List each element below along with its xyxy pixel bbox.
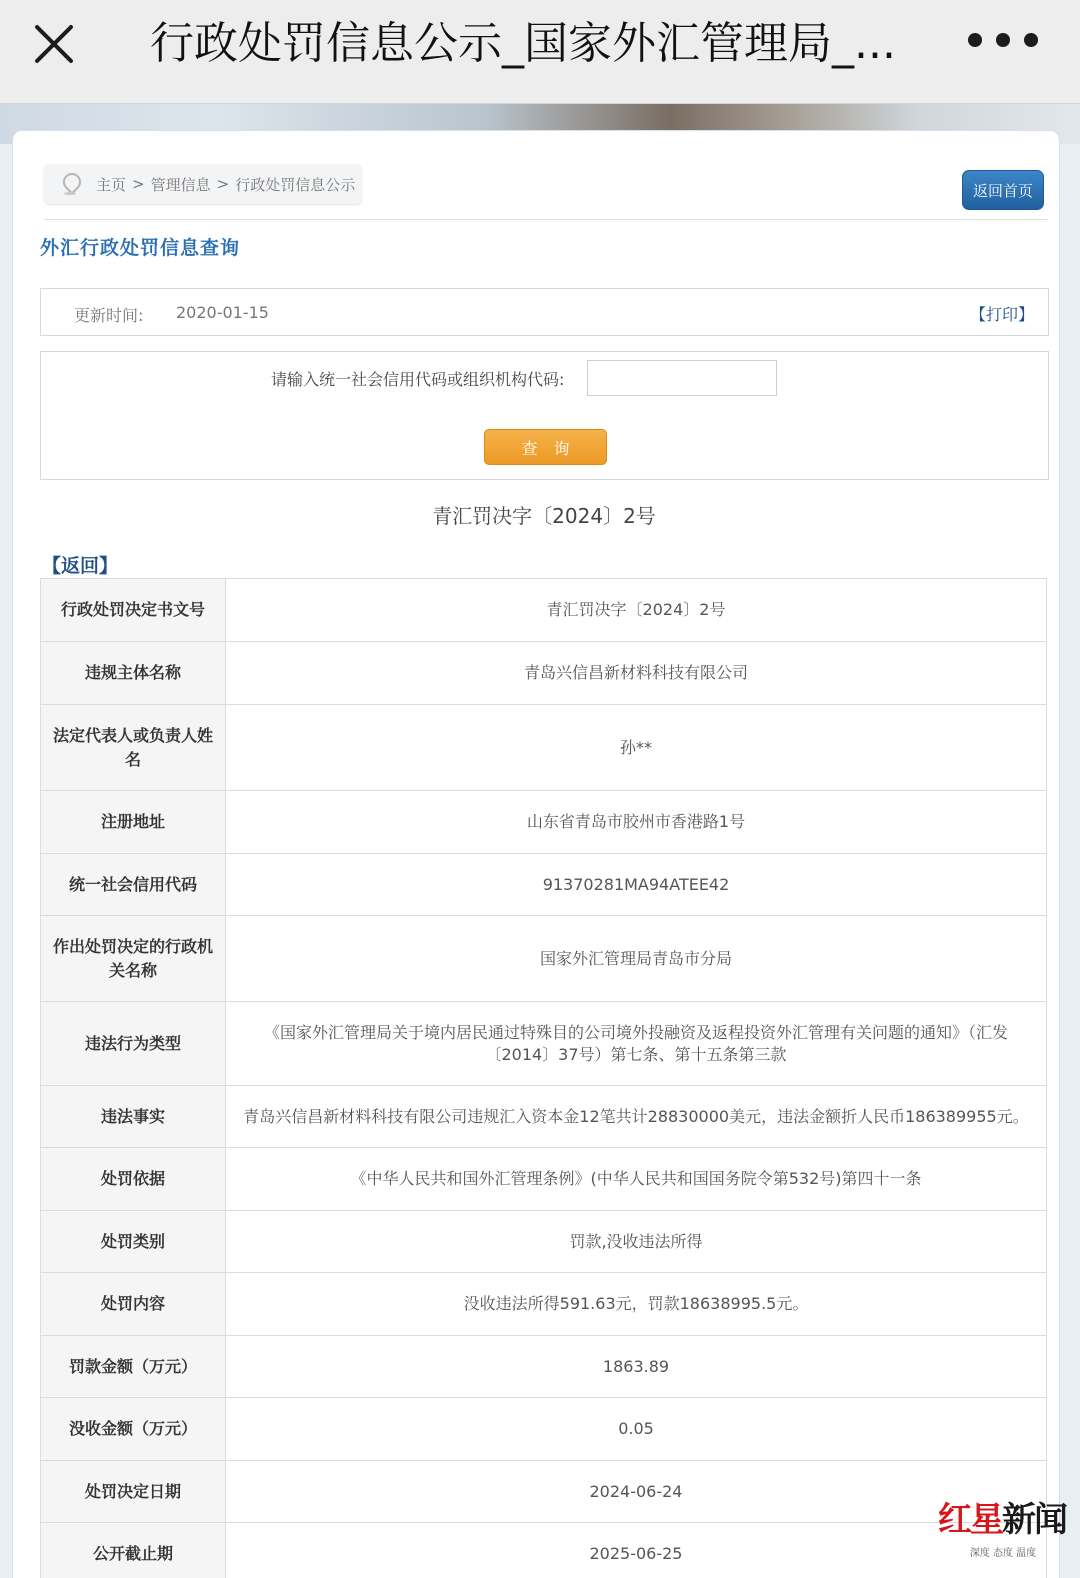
row-value: 青岛兴信昌新材料科技有限公司 [226,642,1047,705]
row-key: 处罚决定日期 [41,1461,226,1523]
table-row [41,916,1047,1002]
row-value: 2025-06-25 [226,1523,1047,1578]
row-key: 法定代表人或负责人姓名 [41,705,226,791]
news-watermark-logo [938,1500,1068,1570]
update-time-value: 2020-01-15 [176,303,269,322]
breadcrumb-separator: > [216,175,230,193]
breadcrumb-home[interactable]: 主页 [96,175,127,194]
row-value: 国家外汇管理局青岛市分局 [226,916,1047,1002]
back-link[interactable]: 【返回】 [42,555,119,577]
table-row [41,1523,1047,1578]
page-title: 行政处罚信息公示_国家外汇管理局_... [150,18,896,69]
row-key: 处罚依据 [41,1148,226,1211]
table-row [41,1461,1047,1523]
update-time-label: 更新时间: [74,306,144,325]
query-button[interactable]: 查询 [484,429,607,465]
row-key: 处罚内容 [41,1273,226,1336]
row-key: 违法行为类型 [41,1002,226,1086]
update-bar [40,288,1049,336]
row-value: 青岛兴信昌新材料科技有限公司违规汇入资本金12笔共计28830000美元，违法金额折人民币186389955元。 [226,1086,1047,1148]
app-top-bar [0,0,1080,104]
section-title: 外汇行政处罚信息查询 [40,237,241,259]
return-home-button[interactable]: 返回首页 [962,170,1044,210]
divider [44,219,1048,220]
print-link[interactable]: 【打印】 [969,305,1034,324]
search-panel [40,351,1049,480]
row-key: 行政处罚决定书文号 [41,579,226,642]
table-row [41,791,1047,854]
credit-code-label: 请输入统一社会信用代码或组织机构代码: [271,370,565,389]
row-key: 注册地址 [41,791,226,854]
row-key: 处罚类别 [41,1211,226,1273]
row-value: 没收违法所得591.63元，罚款18638995.5元。 [226,1273,1047,1336]
row-value: 山东省青岛市胶州市香港路1号 [226,791,1047,854]
more-options-icon[interactable] [968,28,1038,52]
row-value: 1863.89 [226,1336,1047,1398]
row-value: 青汇罚决字〔2024〕2号 [226,579,1047,642]
table-row [41,1148,1047,1211]
watermark-brand-dark: 新闻 [1002,1500,1066,1540]
row-key: 公开截止期 [41,1523,226,1578]
decision-document-number: 青汇罚决字〔2024〕2号 [432,504,656,528]
watermark-tagline: 深度 态度 温度 [969,1548,1037,1559]
breadcrumb-separator: > [132,175,145,193]
penalty-info-table [40,578,1047,1578]
breadcrumb-management-info[interactable]: 管理信息 [150,175,211,194]
row-key: 没收金额（万元） [41,1398,226,1461]
row-key: 违法事实 [41,1086,226,1148]
row-key: 罚款金额（万元） [41,1336,226,1398]
table-row [41,1336,1047,1398]
table-row [41,1086,1047,1148]
table-row [41,579,1047,642]
location-pin-icon [62,173,78,195]
table-row [41,1002,1047,1086]
row-value: 《中华人民共和国外汇管理条例》(中华人民共和国国务院令第532号)第四十一条 [226,1148,1047,1211]
row-value: 孙** [226,705,1047,791]
breadcrumb [44,164,362,204]
row-value: 91370281MA94ATEE42 [226,854,1047,916]
table-row [41,642,1047,705]
row-key: 统一社会信用代码 [41,854,226,916]
row-value: 0.05 [226,1398,1047,1461]
table-row [41,1211,1047,1273]
row-value: 罚款,没收违法所得 [226,1211,1047,1273]
close-icon[interactable] [30,20,78,68]
watermark-brand-red: 红星 [938,1500,1002,1540]
row-value: 《国家外汇管理局关于境内居民通过特殊目的公司境外投融资及返程投资外汇管理有关问题的通知》（汇发〔2014〕37号）第七条、第十五条第三款 [226,1002,1047,1086]
row-key: 违规主体名称 [41,642,226,705]
table-row [41,1398,1047,1461]
breadcrumb-penalty-info[interactable]: 行政处罚信息公示 [235,175,356,194]
row-value: 2024-06-24 [226,1461,1047,1523]
row-key: 作出处罚决定的行政机关名称 [41,916,226,1002]
table-row [41,1273,1047,1336]
table-row [41,705,1047,791]
credit-code-input[interactable] [587,360,777,396]
table-row [41,854,1047,916]
